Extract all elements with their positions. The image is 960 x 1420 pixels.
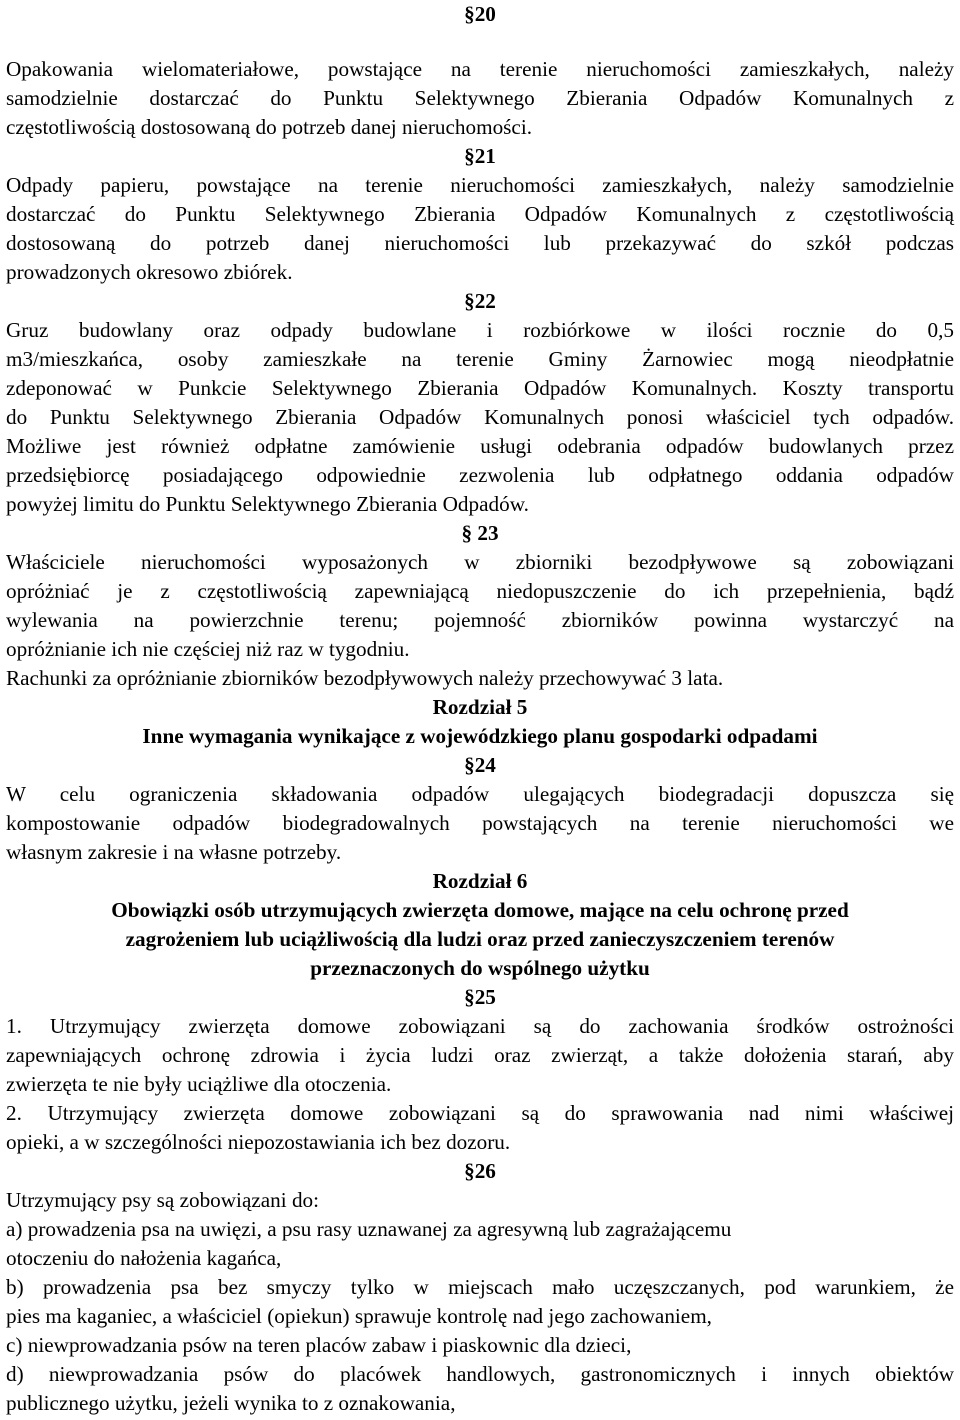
section-heading-23: § 23 bbox=[461, 521, 499, 545]
paragraph-line: Możliwe jest również odpłatne zamówienie usługi odebrania odpadów budowlanych przez bbox=[6, 434, 954, 458]
list-item-line: c) niewprowadzania psów na teren placów zabaw i piaskownic dla dzieci, bbox=[6, 1333, 632, 1357]
paragraph-line: wylewania na powierzchnie terenu; pojemność zbiorników powinna wystarczyć na bbox=[6, 608, 954, 632]
paragraph-line: prowadzonych okresowo zbiórek. bbox=[6, 260, 293, 284]
section-heading-22: §22 bbox=[464, 289, 496, 313]
section-heading-25: §25 bbox=[464, 985, 496, 1009]
paragraph-line: opróżnianie ich nie częściej niż raz w tygodniu. bbox=[6, 637, 410, 661]
chapter-5-title: Rozdział 5 bbox=[432, 695, 528, 719]
chapter-6-subtitle-line: zagrożeniem lub uciążliwością dla ludzi oraz przed zanieczyszczeniem terenów bbox=[125, 927, 835, 951]
section-heading-26: §26 bbox=[464, 1159, 496, 1183]
section-heading-21: §21 bbox=[464, 144, 496, 168]
paragraph-line: zapewniających ochronę zdrowia i życia ludzi oraz zwierząt, a także dołożenia starań, aby bbox=[6, 1043, 954, 1067]
paragraph-line: W celu ograniczenia składowania odpadów ulegających biodegradacji dopuszcza się bbox=[6, 782, 954, 806]
paragraph-line: kompostowanie odpadów biodegradowalnych powstających na terenie nieruchomości we bbox=[6, 811, 954, 835]
list-item-line: b) prowadzenia psa bez smyczy tylko w miejscach mało uczęszczanych, pod warunkiem, że bbox=[6, 1275, 954, 1299]
paragraph-line: Utrzymujący psy są zobowiązani do: bbox=[6, 1188, 320, 1212]
chapter-5-subtitle: Inne wymagania wynikające z wojewódzkiego planu gospodarki odpadami bbox=[142, 724, 818, 748]
paragraph-line: samodzielnie dostarczać do Punktu Selektywnego Zbierania Odpadów Komunalnych z bbox=[6, 86, 954, 110]
paragraph-line: opróżniać je z częstotliwością zapewniającą niedopuszczenie do ich przepełnienia, bądź bbox=[6, 579, 954, 603]
paragraph-line: Gruz budowlany oraz odpady budowlane i rozbiórkowe w ilości rocznie do 0,5 bbox=[6, 318, 954, 342]
paragraph-line: dostosowaną do potrzeb danej nieruchomości lub przekazywać do szkół podczas bbox=[6, 231, 954, 255]
chapter-6-subtitle-line: przeznaczonych do wspólnego użytku bbox=[310, 956, 650, 980]
paragraph-line: Opakowania wielomateriałowe, powstające na terenie nieruchomości zamieszkałych, należy bbox=[6, 57, 954, 81]
paragraph-line: do Punktu Selektywnego Zbierania Odpadów Komunalnych ponosi właściciel tych odpadów. bbox=[6, 405, 954, 429]
section-heading-24: §24 bbox=[464, 753, 496, 777]
list-item-line: otoczeniu do nałożenia kagańca, bbox=[6, 1246, 282, 1270]
section-heading-20: §20 bbox=[464, 2, 496, 26]
paragraph-line: powyżej limitu do Punktu Selektywnego Zbierania Odpadów. bbox=[6, 492, 529, 516]
paragraph-line: opieki, a w szczególności niepozostawiania ich bez dozoru. bbox=[6, 1130, 511, 1154]
paragraph-line: Odpady papieru, powstające na terenie nieruchomości zamieszkałych, należy samodzielnie bbox=[6, 173, 954, 197]
paragraph-line: dostarczać do Punktu Selektywnego Zbierania Odpadów Komunalnych z częstotliwością bbox=[6, 202, 954, 226]
list-item-line: publicznego użytku, jeżeli wynika to z oznakowania, bbox=[6, 1391, 456, 1415]
paragraph-line: 2. Utrzymujący zwierzęta domowe zobowiązani są do sprawowania nad nimi właściwej bbox=[6, 1101, 954, 1125]
paragraph-line: zdeponować w Punkcie Selektywnego Zbierania Odpadów Komunalnych. Koszty transportu bbox=[6, 376, 954, 400]
list-item-line: d) niewprowadzania psów do placówek handlowych, gastronomicznych i innych obiektów bbox=[6, 1362, 954, 1386]
paragraph-line: własnym zakresie i na własne potrzeby. bbox=[6, 840, 342, 864]
paragraph-line: 1. Utrzymujący zwierzęta domowe zobowiązani są do zachowania środków ostrożności bbox=[6, 1014, 954, 1038]
paragraph-line: przedsiębiorcę posiadającego odpowiednie zezwolenia lub odpłatnego oddania odpadów bbox=[6, 463, 954, 487]
paragraph-line: zwierzęta te nie były uciążliwe dla otoczenia. bbox=[6, 1072, 392, 1096]
chapter-6-title: Rozdział 6 bbox=[432, 869, 528, 893]
chapter-6-subtitle-line: Obowiązki osób utrzymujących zwierzęta domowe, mające na celu ochronę przed bbox=[111, 898, 849, 922]
paragraph-line: częstotliwością dostosowaną do potrzeb danej nieruchomości. bbox=[6, 115, 533, 139]
paragraph-line: m3/mieszkańca, osoby zamieszkałe na terenie Gminy Żarnowiec mogą nieodpłatnie bbox=[6, 347, 954, 371]
paragraph-line: Właściciele nieruchomości wyposażonych w zbiorniki bezodpływowe są zobowiązani bbox=[6, 550, 954, 574]
list-item-line: pies ma kaganiec, a właściciel (opiekun) sprawuje kontrolę nad jego zachowaniem, bbox=[6, 1304, 712, 1328]
list-item-line: a) prowadzenia psa na uwięzi, a psu rasy uznawanej za agresywną lub zagrażającemu bbox=[6, 1217, 732, 1241]
paragraph-line: Rachunki za opróżnianie zbiorników bezodpływowych należy przechowywać 3 lata. bbox=[6, 666, 724, 690]
